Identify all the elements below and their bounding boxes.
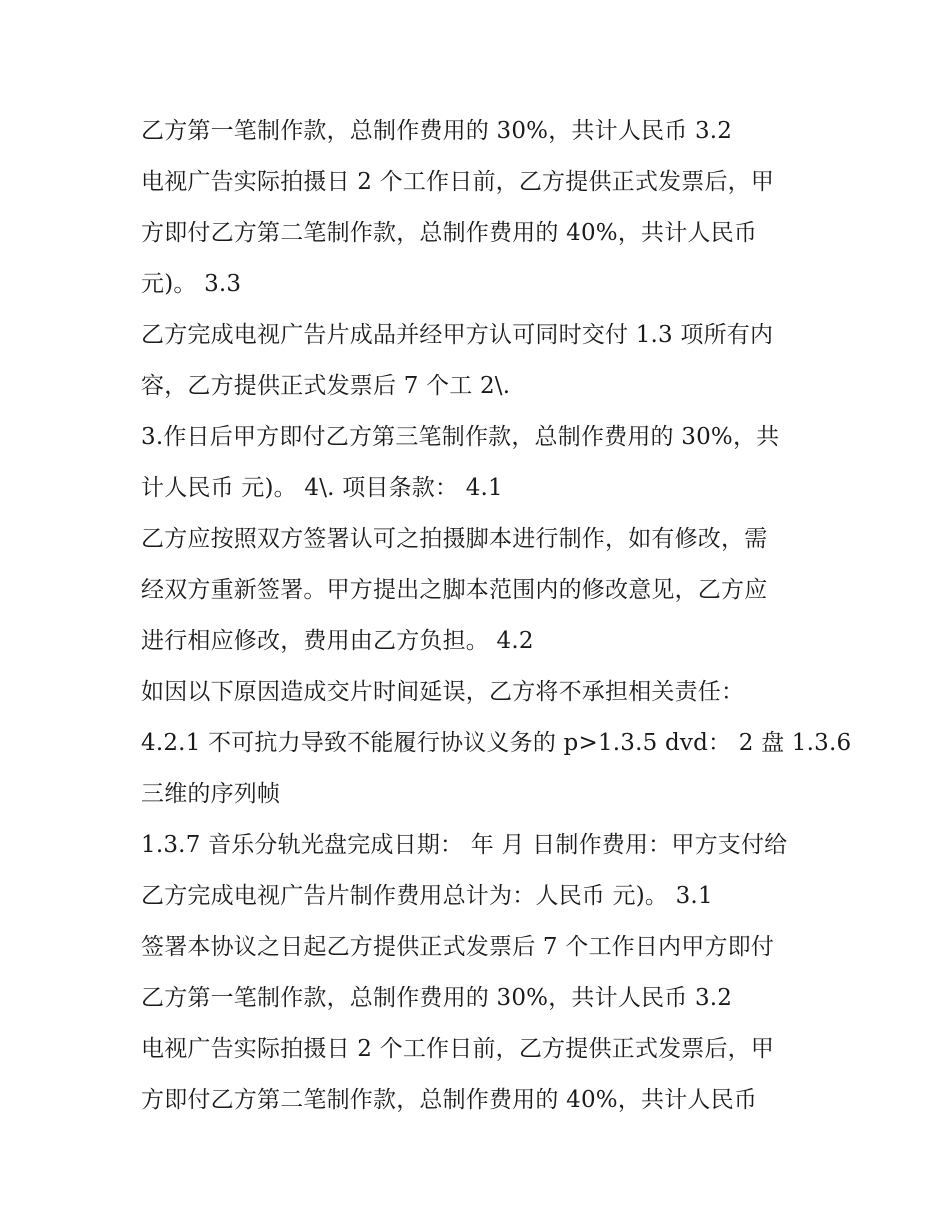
text-line-18: 乙方第一笔制作款，总制作费用的 30%，共计人民币 3.2 bbox=[141, 985, 733, 1011]
text-line-15: 1.3.7 音乐分轨光盘完成日期： 年 月 日制作费用：甲方支付给 bbox=[141, 832, 788, 858]
text-line-3: 方即付乙方第二笔制作款，总制作费用的 40%，共计人民币 bbox=[141, 220, 758, 246]
text-line-6: 容，乙方提供正式发票后 7 个工 2\. bbox=[141, 373, 511, 399]
text-line-5: 乙方完成电视广告片成品并经甲方认可同时交付 1.3 项所有内 bbox=[141, 322, 774, 348]
document-body bbox=[141, 106, 852, 1126]
text-line-1: 乙方第一笔制作款，总制作费用的 30%，共计人民币 3.2 bbox=[141, 118, 733, 144]
text-line-12: 如因以下原因造成交片时间延误，乙方将不承担相关责任： bbox=[141, 679, 745, 705]
text-line-11: 进行相应修改，费用由乙方负担。 4.2 bbox=[141, 628, 534, 654]
text-line-10: 经双方重新签署。甲方提出之脚本范围内的修改意见，乙方应 bbox=[141, 577, 768, 603]
text-line-2: 电视广告实际拍摄日 2 个工作日前，乙方提供正式发票后，甲 bbox=[141, 169, 775, 195]
text-line-16: 乙方完成电视广告片制作费用总计为：人民币 元)。 3.1 bbox=[141, 883, 713, 909]
text-line-20: 方即付乙方第二笔制作款，总制作费用的 40%，共计人民币 bbox=[141, 1087, 758, 1113]
text-line-9: 乙方应按照双方签署认可之拍摄脚本进行制作，如有修改，需 bbox=[141, 526, 768, 552]
text-line-19: 电视广告实际拍摄日 2 个工作日前，乙方提供正式发票后，甲 bbox=[141, 1036, 775, 1062]
text-line-14: 三维的序列帧 bbox=[141, 781, 281, 807]
text-line-17: 签署本协议之日起乙方提供正式发票后 7 个工作日内甲方即付 bbox=[141, 934, 775, 960]
text-line-13: 4.2.1 不可抗力导致不能履行协议义务的 p>1.3.5 dvd： 2 盘 1.3.6 bbox=[141, 730, 852, 756]
text-line-4: 元)。 3.3 bbox=[141, 271, 242, 297]
text-line-7: 3.作日后甲方即付乙方第三笔制作款，总制作费用的 30%，共 bbox=[141, 424, 780, 450]
text-line-8: 计人民币 元)。 4\. 项目条款： 4.1 bbox=[141, 475, 503, 501]
